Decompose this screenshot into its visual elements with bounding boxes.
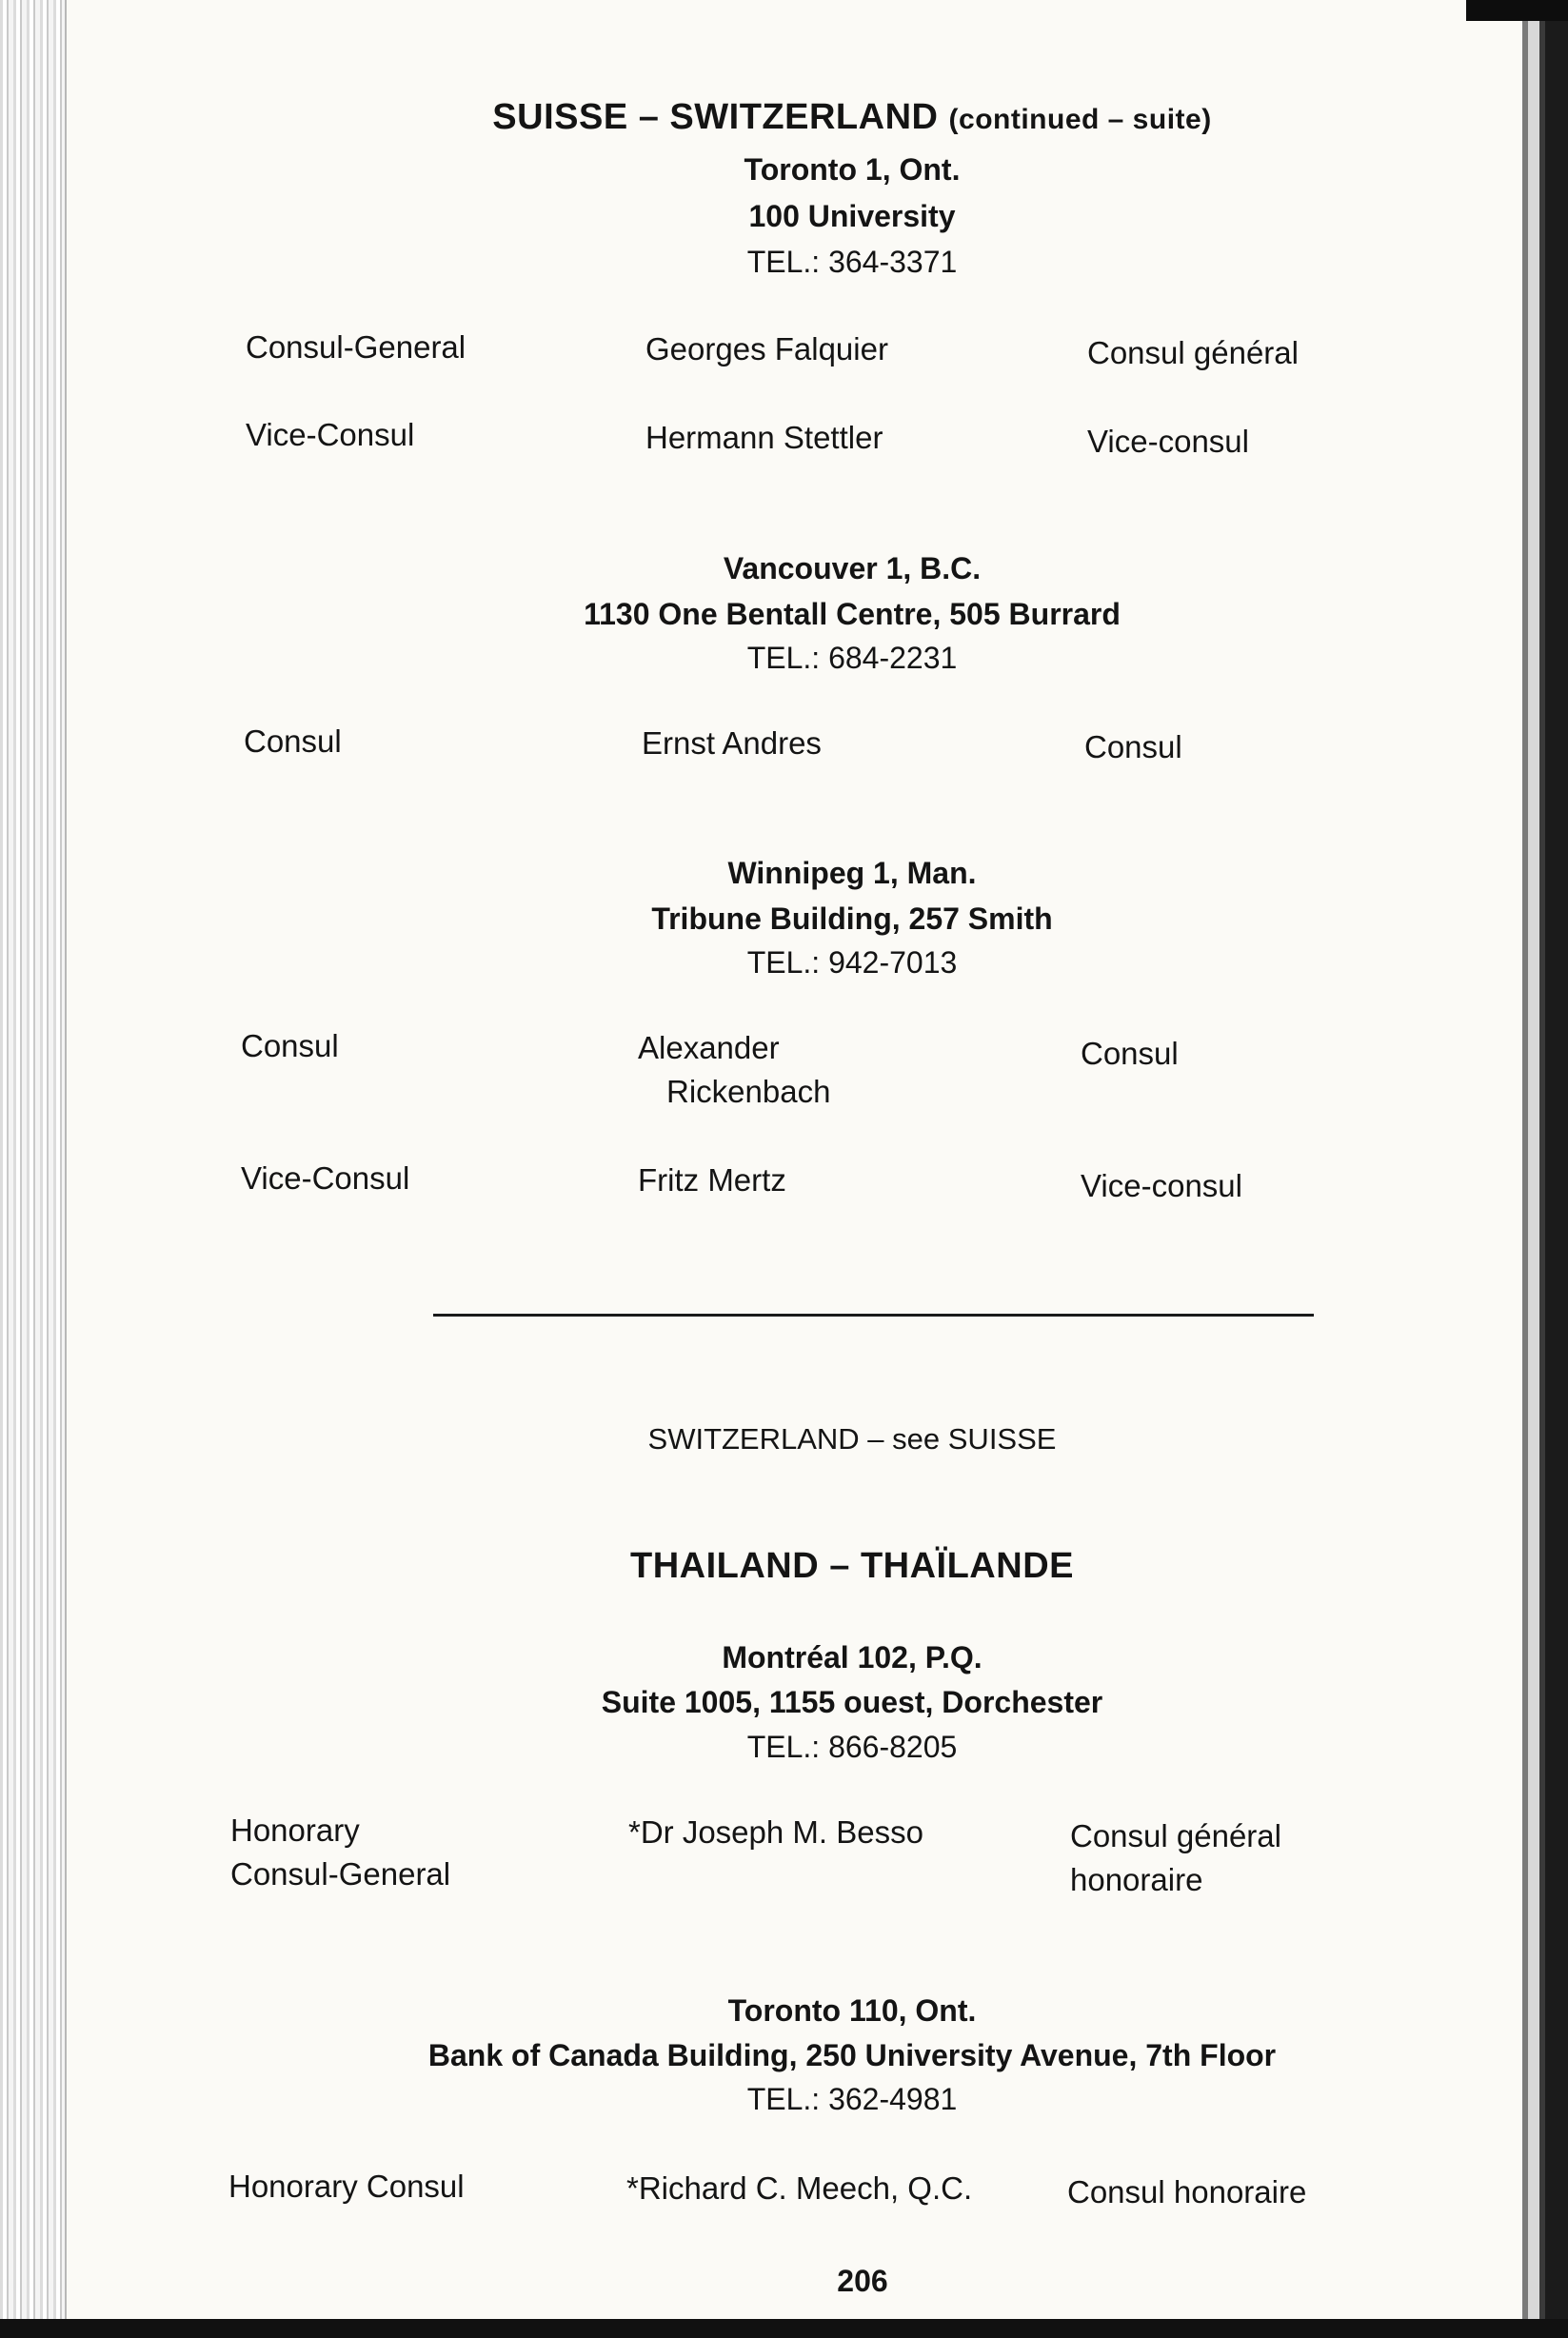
toronto110-row1-en: Honorary Consul: [228, 2169, 465, 2204]
toronto110-tel: TEL.: 362-4981: [746, 2082, 958, 2116]
section-title-suisse: [0, 97, 1568, 138]
toronto-row1-name: Georges Falquier: [645, 331, 888, 367]
winnipeg-row2-name: Fritz Mertz: [638, 1162, 786, 1198]
section-divider: [433, 1314, 1314, 1317]
vancouver-address: 1130 One Bentall Centre, 505 Burrard: [584, 597, 1121, 631]
toronto-row1-fr: Consul général: [1087, 335, 1299, 370]
suisse-title-text: SUISSE – SWITZERLAND: [492, 97, 939, 137]
winnipeg-row1-en: Consul: [241, 1028, 339, 1063]
switzerland-see-suisse: SWITZERLAND – see SUISSE: [647, 1422, 1057, 1456]
suisse-title-note: (continued – suite): [948, 104, 1212, 135]
toronto-city: Toronto 1, Ont.: [744, 152, 961, 187]
toronto-address: 100 University: [748, 199, 956, 233]
winnipeg-row1-fr: Consul: [1081, 1036, 1179, 1071]
page-number: 206: [837, 2264, 888, 2298]
page-top-corner: [1466, 0, 1568, 21]
section-title-thailand: THAILAND – THAÏLANDE: [630, 1546, 1074, 1586]
toronto-row2-name: Hermann Stettler: [645, 420, 883, 455]
toronto110-address: Bank of Canada Building, 250 University Avenue, 7th Floor: [427, 2038, 1277, 2072]
montreal-tel: TEL.: 866-8205: [746, 1730, 958, 1764]
winnipeg-row2-fr: Vice-consul: [1081, 1168, 1242, 1203]
montreal-row1-name: *Dr Joseph M. Besso: [628, 1814, 923, 1850]
page-binding-edge: [0, 0, 67, 2338]
montreal-address: Suite 1005, 1155 ouest, Dorchester: [601, 1685, 1103, 1719]
winnipeg-row1-name-line1: Alexander: [638, 1030, 780, 1065]
winnipeg-row2-en: Vice-Consul: [241, 1160, 410, 1196]
vancouver-city: Vancouver 1, B.C.: [723, 551, 982, 585]
winnipeg-row1-name-line2: Rickenbach: [666, 1074, 831, 1109]
vancouver-row1-en: Consul: [244, 723, 342, 759]
montreal-row1-fr-line2: honoraire: [1070, 1862, 1203, 1897]
montreal-row1-en-line1: Honorary: [230, 1813, 360, 1848]
page-bottom-edge: [0, 2319, 1568, 2338]
toronto-tel: TEL.: 364-3371: [746, 245, 958, 279]
winnipeg-city: Winnipeg 1, Man.: [727, 856, 977, 890]
montreal-city: Montréal 102, P.Q.: [722, 1640, 982, 1674]
winnipeg-address: Tribune Building, 257 Smith: [651, 902, 1053, 936]
toronto-row2-en: Vice-Consul: [246, 417, 415, 452]
toronto110-city: Toronto 110, Ont.: [727, 1993, 977, 2028]
toronto-row1-en: Consul-General: [246, 329, 466, 365]
page-right-edge: [1522, 0, 1568, 2338]
montreal-row1-en-line2: Consul-General: [230, 1856, 451, 1892]
vancouver-row1-fr: Consul: [1084, 729, 1182, 764]
toronto-row2-fr: Vice-consul: [1087, 424, 1249, 459]
vancouver-row1-name: Ernst Andres: [642, 725, 822, 761]
toronto110-row1-name: *Richard C. Meech, Q.C.: [626, 2170, 973, 2206]
vancouver-tel: TEL.: 684-2231: [746, 641, 958, 675]
toronto110-row1-fr: Consul honoraire: [1067, 2174, 1307, 2209]
montreal-row1-fr-line1: Consul général: [1070, 1818, 1281, 1853]
winnipeg-tel: TEL.: 942-7013: [746, 945, 958, 980]
